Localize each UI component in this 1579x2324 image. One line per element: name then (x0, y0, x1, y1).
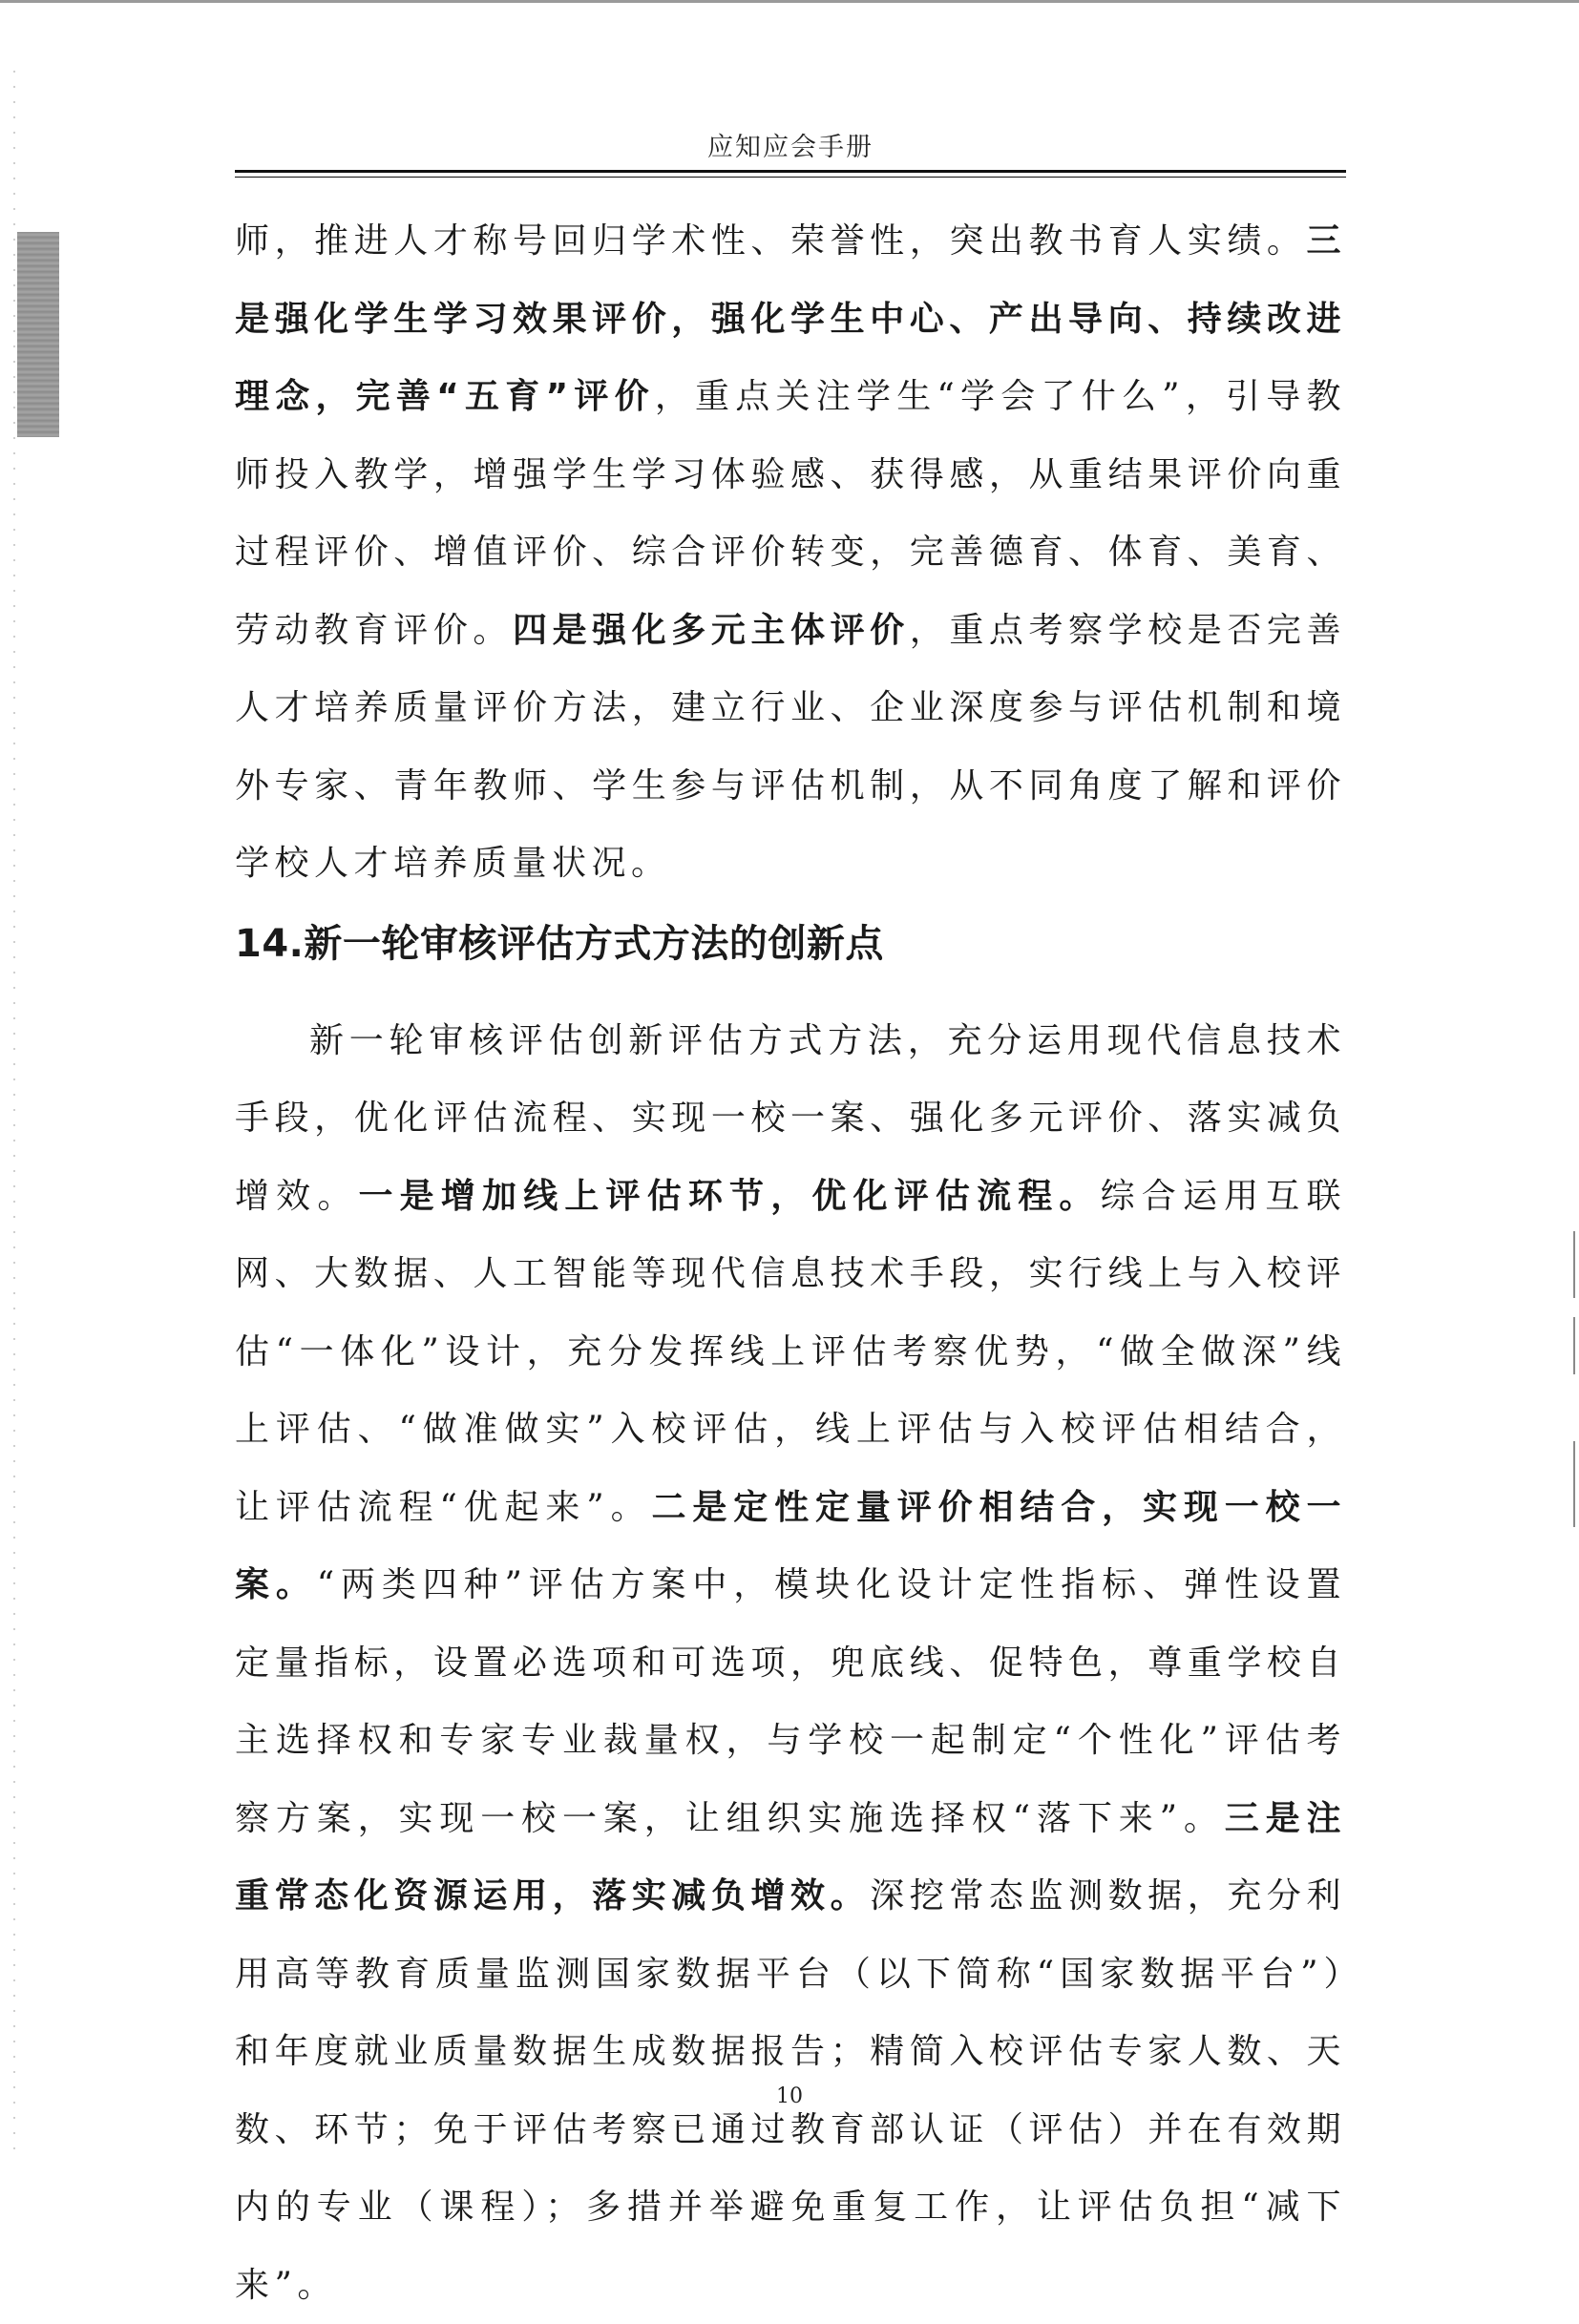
continued-paragraph (235, 202, 1346, 903)
text-run: ，重点关注学生“学会了什么”，引导教师投入教学，增强学生学习体验感、获得感，从重结果评价向重过程评价、增值评价、综合评价转变，完善德育、体育、美育、劳动教育评价。 (235, 377, 1346, 650)
body-paragraph (235, 1002, 1346, 2324)
bold-run: 一是增加线上评估环节，优化评估流程。 (359, 1177, 1101, 1216)
bold-run: 四是强化多元主体评价 (513, 611, 910, 650)
page-number: 10 (0, 2084, 1579, 2108)
section-heading: 14.新一轮审核评估方式方法的创新点 (235, 903, 1346, 1002)
scan-edge-right-2 (1573, 1317, 1575, 1374)
bold-run: 三是强化学生学习效果评价，强化学生中心、产出导向、持续改进理念，完善“五育”评价 (235, 221, 1346, 416)
running-header: 应知应会手册 (235, 126, 1346, 163)
bold-run: 三是注重常态化资源运用，落实减负增效。 (235, 1799, 1346, 1916)
page-body (235, 202, 1346, 2324)
header-rule-thin (235, 177, 1346, 178)
header-rule-thick (235, 170, 1346, 173)
text-run: 师，推进人才称号回归学术性、荣誉性，突出教书育人实绩。 (235, 221, 1306, 261)
scan-edge-top (0, 0, 1579, 3)
text-run: 综合运用互联网、大数据、人工智能等现代信息技术手段，实行线上与入校评估“一体化”设计，充分发挥线上评估考察优势，“做全做深”线上评估、“做准做实”入校评估，线上评估与入校评估相结合，让评估流程“优起来”。 (235, 1177, 1346, 1527)
text-run: ，重点考察学校是否完善人才培养质量评价方法，建立行业、企业深度参与评估机制和境外专家、青年教师、学生参与评估机制，从不同角度了解和评价学校人才培养质量状况。 (235, 611, 1346, 884)
scan-edge-right-3 (1573, 1441, 1575, 1527)
text-run: 新一轮审核评估创新评估方式方法，充分运用现代信息技术手段，优化评估流程、实现一校一案、强化多元评价、落实减负增效。 (235, 1021, 1346, 1216)
text-run: “两类四种”评估方案中，模块化设计定性指标、弹性设置定量指标，设置必选项和可选项，兜底线、促特色，尊重学校自主选择权和专家专业裁量权，与学校一起制定“个性化”评估考察方案，实现一校一案，让组织实施选择权“落下来”。 (235, 1565, 1346, 1838)
bold-run: 二是定性定量评价相结合，实现一校一案。 (235, 1488, 1346, 1605)
scan-margin-dots (13, 57, 15, 2157)
scan-binding-mark (17, 232, 59, 437)
scan-edge-right-1 (1573, 1231, 1575, 1298)
text-run: 深挖常态监测数据，充分利用高等教育质量监测国家数据平台（以下简称“国家数据平台”）和年度就业质量数据生成数据报告；精简入校评估专家人数、天数、环节；免于评估考察已通过教育部认证（评估）并在有效期内的专业（课程）；多措并举避免重复工作，让评估负担“减下来”。 (235, 1876, 1346, 2305)
